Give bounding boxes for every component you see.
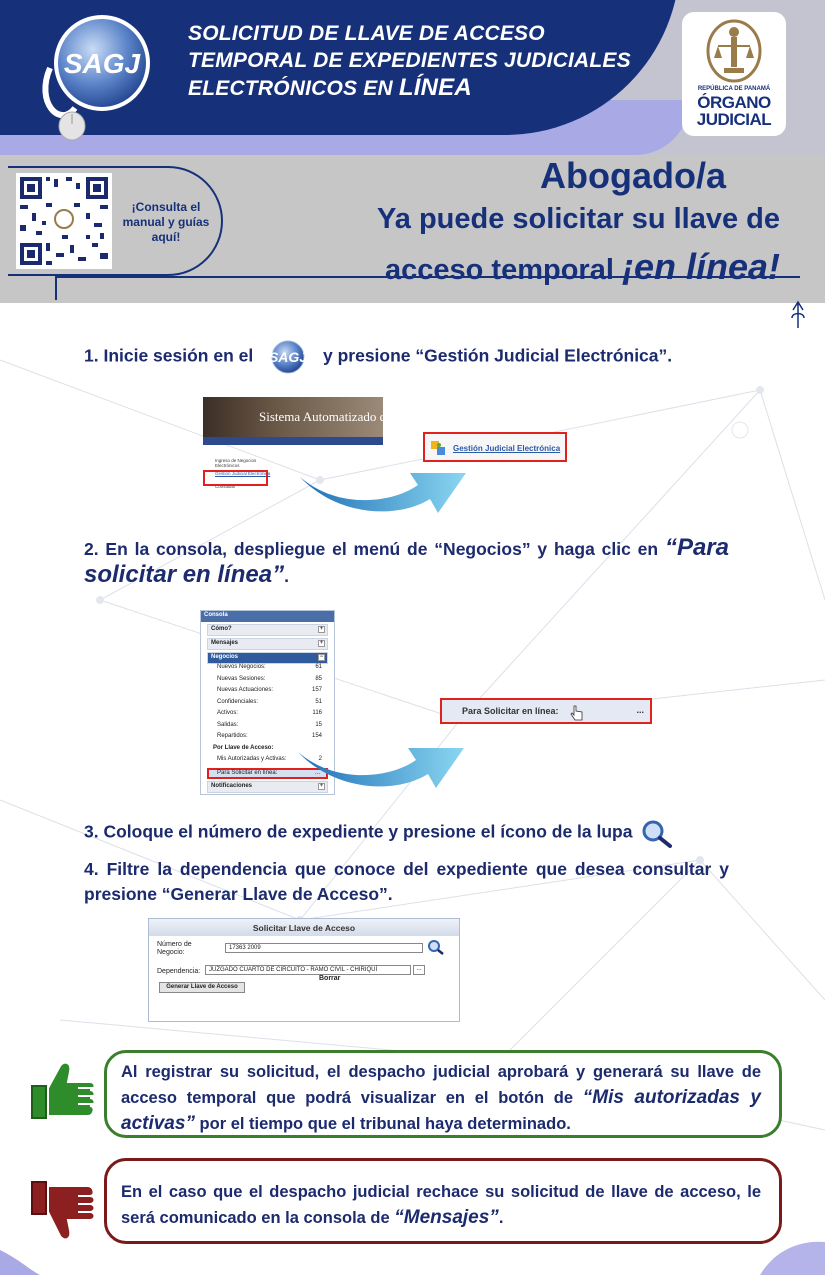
console-row-label: Activos: [217, 710, 239, 716]
step-2-text-c: . [284, 566, 289, 586]
org-name-line-2: JUDICIAL [696, 110, 772, 129]
console-section-label: Notificaciones [211, 783, 253, 789]
banner-subtitle-2 [320, 246, 780, 288]
console-row-label: Nuevas Actuaciones: [217, 687, 274, 693]
console-row[interactable] [207, 710, 328, 722]
console-row-por-llave: Por Llave de Acceso: [213, 744, 274, 751]
organo-judicial-logo [682, 12, 786, 136]
title-line-3 [188, 74, 648, 102]
arrow-decoration-icon [790, 300, 806, 330]
dependencia-label: Dependencia: [157, 968, 201, 975]
console-row[interactable] [207, 664, 328, 676]
para-solicitar-zoom-dots: ... [636, 705, 644, 715]
console-section-negocios[interactable] [207, 652, 328, 664]
search-icon[interactable] [427, 939, 445, 955]
hand-cursor-icon [570, 705, 584, 721]
magnifier-icon [637, 818, 677, 848]
header-title [188, 20, 648, 102]
para-solicitar-zoom-label: Para Solicitar en línea: [462, 706, 559, 716]
console-row[interactable] [207, 699, 328, 711]
console-row-count: 116 [312, 710, 322, 716]
info-approved [104, 1050, 782, 1138]
console-row-label: Salidas: [217, 721, 239, 728]
console-section-como[interactable] [207, 624, 328, 636]
sagj-mini-logo-text: SAGJ [269, 349, 308, 365]
step-2 [84, 535, 729, 589]
step-2-text-b: “Para solicitar en línea” [84, 534, 729, 588]
sagj-logo [30, 8, 170, 143]
console-row-label: Nuevos Negocios: [217, 664, 266, 670]
sagj-mini-logo [258, 340, 318, 374]
para-solicitar-zoom[interactable] [440, 698, 652, 724]
console-row-count: 157 [311, 687, 322, 693]
console-section-label: Negocios [211, 654, 239, 660]
highlight-gestion [203, 470, 268, 486]
step-3-text: 3. Coloque el número de expediente y presione el ícono de la lupa [84, 821, 633, 842]
step-3 [84, 818, 784, 848]
console-section-mensajes[interactable] [207, 638, 328, 650]
title-line-3-a: ELECTRÓNICOS EN [188, 77, 399, 100]
arrow-right-icon [298, 455, 468, 520]
plus-icon[interactable]: + [319, 626, 324, 632]
info-rejected-text-a: En el caso que el despacho judicial rechace su solicitud de llave de acceso, le será comunicado en la consola de [121, 1183, 761, 1227]
console-row-dots: ... [314, 769, 320, 776]
numero-negocio-label: Número de Negocio: [157, 941, 192, 956]
corner-decoration [0, 1220, 825, 1275]
generar-llave-button[interactable]: Generar Llave de Acceso [159, 982, 245, 993]
console-row-label: Confidenciales: [217, 698, 259, 705]
sagj-screenshot-bar [203, 437, 383, 445]
title-line-3-b: LÍNEA [398, 74, 472, 101]
menu-item-gestion[interactable]: Gestión Judicial Electrónica [215, 471, 271, 476]
console-section-label: Cómo? [211, 626, 232, 632]
sagj-screenshot-title: Sistema Automatizado de G [259, 409, 405, 424]
console-row-label: Para Solicitar en línea: [217, 769, 278, 776]
org-name-line-1: ÓRGANO [697, 93, 771, 112]
step-1 [84, 340, 784, 374]
console-section-label: Mensajes [211, 640, 239, 646]
borrar-link[interactable]: Borrar [319, 975, 341, 982]
plus-icon[interactable]: + [319, 640, 324, 646]
gestion-judicial-button[interactable]: Gestión Judicial Electrónica [423, 432, 567, 462]
step-2-text-a: 2. En la consola, despliegue el menú de “Negocios” y haga clic en [84, 539, 659, 559]
dependencia-browse-button[interactable]: ... [413, 965, 425, 975]
qr-code[interactable] [16, 173, 112, 269]
step-1-text-b: y presione “Gestión Judicial Electrónica”. [323, 345, 673, 366]
banner-subtitle-2-a: acceso temporal [385, 254, 622, 286]
banner-title: Abogado/a [540, 155, 726, 196]
org-name [682, 94, 786, 128]
console-row-label: Mis Autorizadas y Activas: [217, 756, 287, 762]
info-approved-text-a: Al registrar su solicitud, el despacho judicial aprobará y generará su llave de acceso temporal que podrá visualizar en el botón de [121, 1063, 761, 1107]
console-row-count: 51 [315, 698, 322, 705]
step-4: 4. Filtre la dependencia que conoce del expediente que desea consultar y presione “Generar Llave de Acceso”. [84, 859, 729, 904]
console-row[interactable] [207, 676, 328, 688]
console-title: Consola [201, 611, 334, 622]
console-row-count: 154 [311, 733, 322, 739]
thumbs-up-icon [26, 1058, 100, 1122]
console-row-count: 2 [318, 756, 322, 762]
console-row-label: Nuevas Sesiones: [217, 675, 266, 682]
scales-emblem-icon [704, 18, 764, 84]
minus-icon[interactable]: − [319, 654, 324, 660]
menu-item-ingreso[interactable]: Ingreso de Negocios Electrónicos [215, 458, 257, 468]
banner-subtitle-1: Ya puede solicitar su llave de [377, 203, 780, 235]
puzzle-icon [430, 438, 446, 456]
title-line-2: TEMPORAL DE EXPEDIENTES JUDICIALES [188, 49, 631, 72]
sagj-logo-text: SAGJ [63, 48, 141, 79]
step-1-text-a: 1. Inicie sesión en el [84, 345, 254, 366]
console-row[interactable] [207, 687, 328, 699]
console-row-label: Repartidos: [217, 733, 248, 739]
arrow-right-icon [296, 730, 466, 795]
info-rejected-text-b: “Mensajes” [394, 1207, 499, 1228]
qr-caption: ¡Consulta el manual y guías aquí! [122, 200, 210, 244]
console-row-count: 61 [315, 664, 322, 670]
console-row-count: 85 [315, 675, 322, 682]
banner-subtitle-2-b: ¡en línea! [621, 246, 780, 287]
org-country: REPÚBLICA DE PANAMÁ [697, 86, 771, 92]
form-title: Solicitar Llave de Acceso [149, 919, 459, 936]
console-row-count: 15 [315, 721, 322, 728]
title-line-1: SOLICITUD DE LLAVE DE ACCESO [188, 22, 545, 45]
plus-icon[interactable]: + [319, 783, 324, 789]
numero-negocio-input[interactable]: 17363 2009 [225, 943, 423, 953]
info-approved-text-b: “Mis autorizadas y activas” [121, 1087, 761, 1134]
info-approved-text-c: por el tiempo que el tribunal haya determinado. [194, 1115, 571, 1133]
info-rejected-text-c: . [498, 1209, 504, 1227]
menu-item-consultas[interactable]: Consultas [215, 484, 236, 489]
solicitar-llave-form [148, 918, 460, 1022]
dependencia-select[interactable]: JUZGADO CUARTO DE CIRCUITO - RAMO CIVIL - CHIRIQUÍ [205, 965, 411, 975]
